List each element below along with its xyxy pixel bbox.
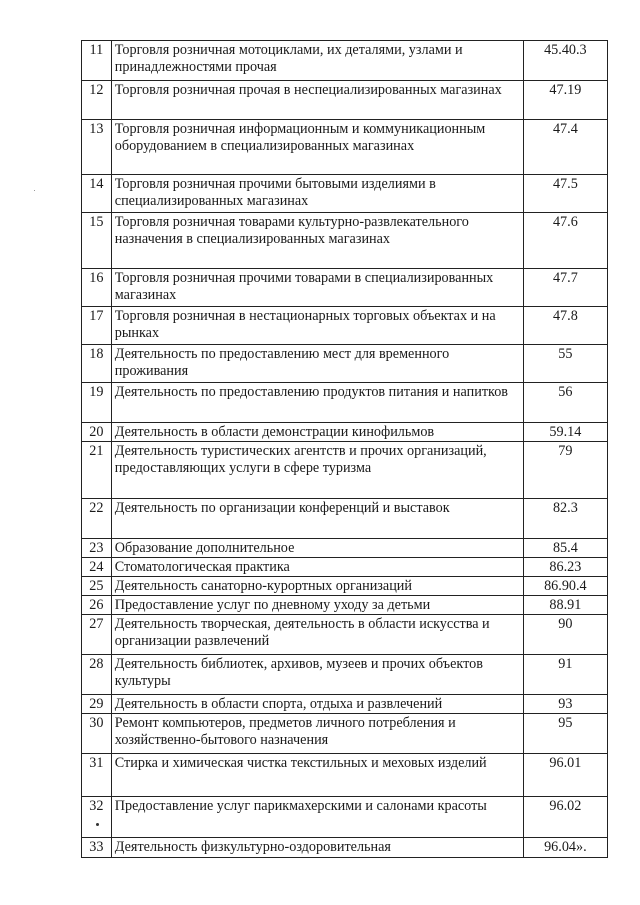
table-row [82,596,608,615]
activity-name: Образование дополнительное [111,539,523,558]
table-body [82,41,608,858]
table-row [82,120,608,175]
activity-name: Предоставление услуг парикмахерскими и салонами красоты [111,797,523,838]
activity-name: Деятельность по предоставлению мест для временного проживания [111,345,523,383]
table-row [82,714,608,754]
table-row [82,754,608,797]
row-number: 20 [82,423,112,442]
row-number: 13 [82,120,112,175]
table-row [82,838,608,858]
activity-name: Деятельность библиотек, архивов, музеев и прочих объектов культуры [111,655,523,695]
activity-name: Стирка и химическая чистка текстильных и меховых изделий [111,754,523,797]
okved-code: 55 [523,345,607,383]
row-number: 29 [82,695,112,714]
row-number: 14 [82,175,112,213]
table-row [82,345,608,383]
okved-code: 86.23 [523,558,607,577]
activity-name: Ремонт компьютеров, предметов личного потребления и хозяйственно-бытового назначения [111,714,523,754]
activity-name: Деятельность по организации конференций и выставок [111,499,523,539]
row-number: 33 [82,838,112,858]
activity-codes-table [81,40,608,858]
table-row [82,269,608,307]
row-number: 19 [82,383,112,423]
table-row [82,655,608,695]
okved-code: 88.91 [523,596,607,615]
row-number: 22 [82,499,112,539]
table-row [82,615,608,655]
okved-code: 93 [523,695,607,714]
document-page [81,40,608,858]
row-number: 16 [82,269,112,307]
okved-code: 96.01 [523,754,607,797]
row-number: 21 [82,442,112,499]
table-row [82,499,608,539]
activity-name: Деятельность в области демонстрации кинофильмов [111,423,523,442]
activity-name: Торговля розничная товарами культурно-развлекательного назначения в специализированных магазинах [111,213,523,269]
okved-code: 47.19 [523,81,607,120]
activity-name: Торговля розничная информационным и коммуникационным оборудованием в специализированных магазинах [111,120,523,175]
table-row [82,558,608,577]
table-row [82,423,608,442]
activity-name: Деятельность туристических агентств и прочих организаций, предоставляющих услуги в сфере туризма [111,442,523,499]
row-number: 18 [82,345,112,383]
okved-code: 56 [523,383,607,423]
row-number: 25 [82,577,112,596]
activity-name: Деятельность по предоставлению продуктов питания и напитков [111,383,523,423]
table-row [82,695,608,714]
okved-code: 79 [523,442,607,499]
row-number: 31 [82,754,112,797]
row-number: 28 [82,655,112,695]
activity-name: Торговля розничная мотоциклами, их деталями, узлами и принадлежностями прочая [111,41,523,81]
scan-speck [34,190,35,191]
scan-dot-mark [96,823,99,826]
okved-code: 47.7 [523,269,607,307]
row-number: 24 [82,558,112,577]
row-number: 15 [82,213,112,269]
table-row [82,539,608,558]
okved-code: 86.90.4 [523,577,607,596]
okved-code: 96.02 [523,797,607,838]
row-number: 26 [82,596,112,615]
activity-name: Деятельность творческая, деятельность в области искусства и организации развлечений [111,615,523,655]
activity-name: Торговля розничная прочая в неспециализированных магазинах [111,81,523,120]
table-row [82,307,608,345]
table-row [82,577,608,596]
okved-code: 91 [523,655,607,695]
okved-code: 96.04». [523,838,607,858]
okved-code: 47.8 [523,307,607,345]
okved-code: 47.4 [523,120,607,175]
activity-name: Предоставление услуг по дневному уходу за детьми [111,596,523,615]
table-row [82,797,608,838]
okved-code: 90 [523,615,607,655]
table-row [82,213,608,269]
row-number: 12 [82,81,112,120]
activity-name: Стоматологическая практика [111,558,523,577]
row-number: 11 [82,41,112,81]
okved-code: 82.3 [523,499,607,539]
okved-code: 85.4 [523,539,607,558]
activity-name: Торговля розничная прочими товарами в специализированных магазинах [111,269,523,307]
activity-name: Торговля розничная в нестационарных торговых объектах и на рынках [111,307,523,345]
activity-name: Деятельность в области спорта, отдыха и развлечений [111,695,523,714]
row-number: 23 [82,539,112,558]
okved-code: 95 [523,714,607,754]
row-number: 17 [82,307,112,345]
activity-name: Деятельность физкультурно-оздоровительная [111,838,523,858]
okved-code: 59.14 [523,423,607,442]
table-row [82,81,608,120]
activity-name: Деятельность санаторно-курортных организаций [111,577,523,596]
table-row [82,175,608,213]
okved-code: 47.5 [523,175,607,213]
activity-name: Торговля розничная прочими бытовыми изделиями в специализированных магазинах [111,175,523,213]
table-row [82,41,608,81]
row-number: 27 [82,615,112,655]
table-row [82,442,608,499]
row-number: 32 [82,797,112,838]
okved-code: 47.6 [523,213,607,269]
table-row [82,383,608,423]
row-number: 30 [82,714,112,754]
okved-code: 45.40.3 [523,41,607,81]
